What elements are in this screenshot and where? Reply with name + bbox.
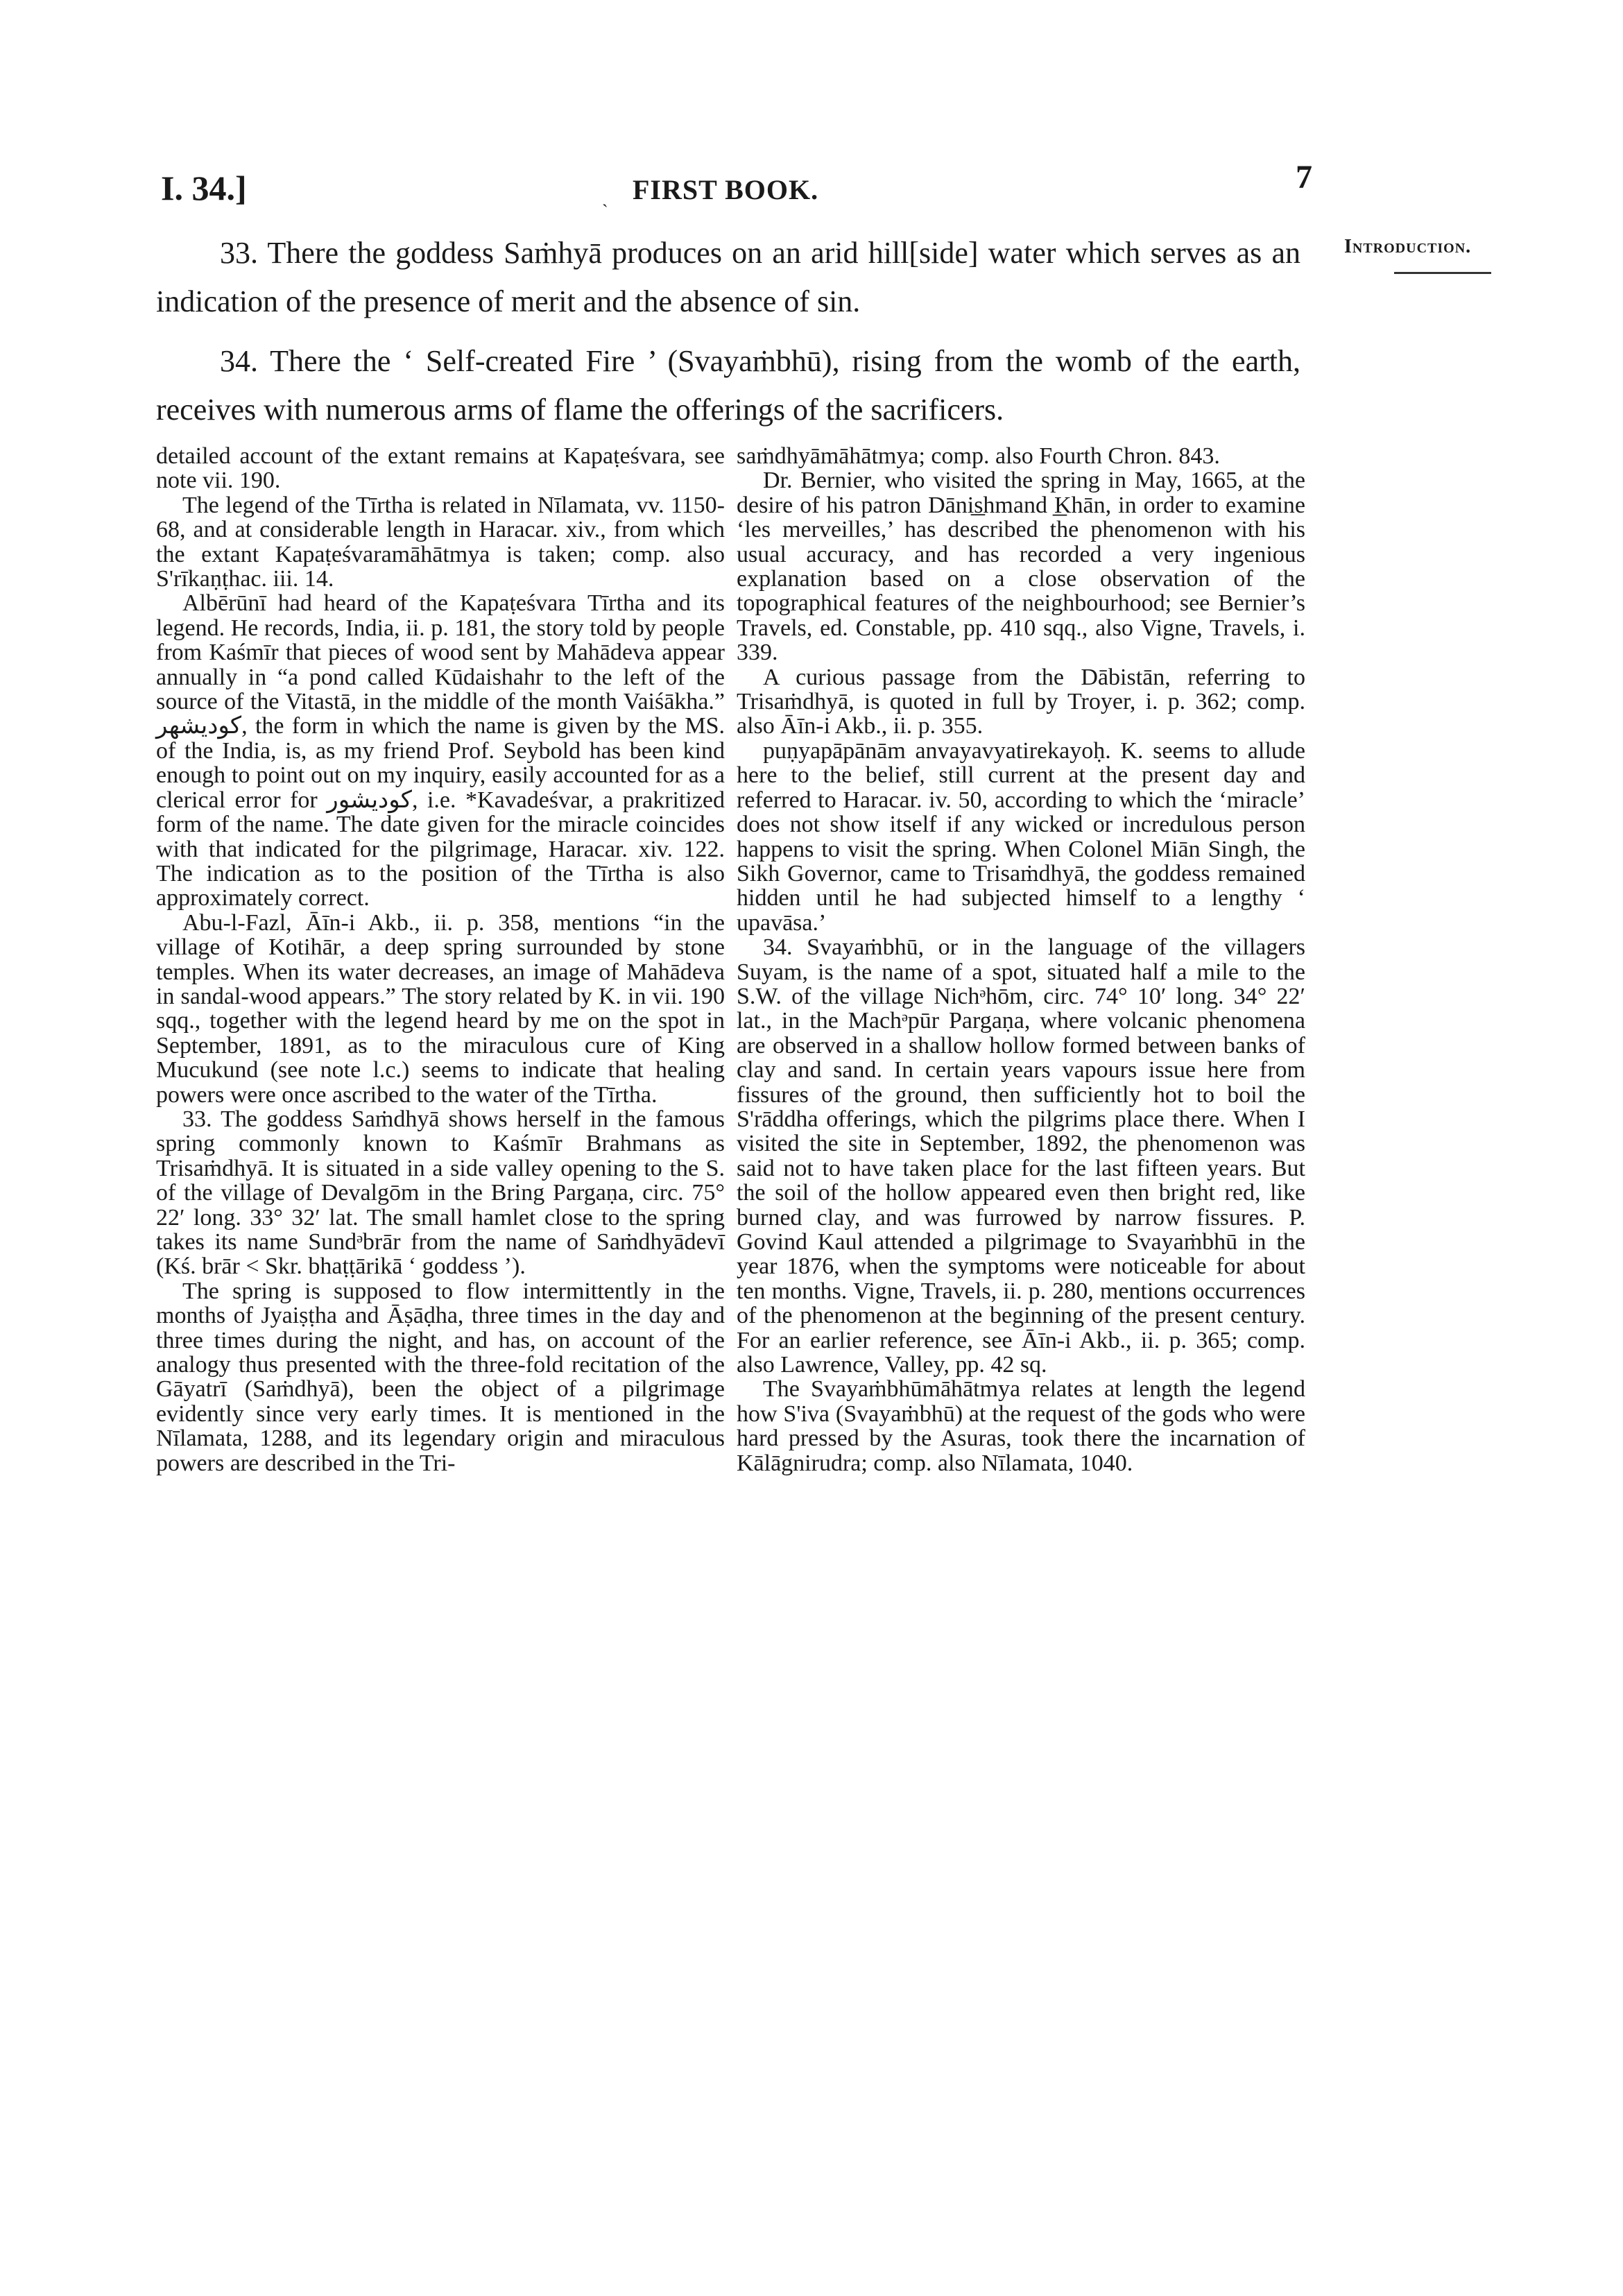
verse-text: There the ‘ Self-created Fire ’ (Svayaṁbhū), rising from the womb of the earth, receives with numerous arms of flame the offerings of the sacrificers. bbox=[156, 344, 1300, 427]
notes-column-right bbox=[737, 444, 1305, 1475]
side-note-rule bbox=[1394, 272, 1491, 274]
running-title: FIRST BOOK. bbox=[633, 174, 819, 205]
note-paragraph: A curious passage from the Dābistān, referring to Trisaṁdhyā, is quoted in full by Troyer, i. p. 362; comp. also Āīn-i Akb., ii. p. 355. bbox=[737, 664, 1305, 739]
verse-text: There the goddess Saṁhyā produces on an arid hill[side] water which serves as an indication of the presence of merit and the absence of sin. bbox=[156, 236, 1300, 318]
verse-34 bbox=[156, 337, 1300, 434]
note-paragraph: The Svayaṁbhūmāhātmya relates at length the legend how S'iva (Svayaṁbhū) at the request of the gods who were hard pressed by the Asuras, took there the incarnation of Kālāgnirudra; comp. also Nīlamata, 1040. bbox=[737, 1376, 1305, 1476]
page-number: 7 bbox=[1296, 159, 1312, 196]
note-paragraph: Albērūnī had heard of the Kapaṭeśvara Tīrtha and its legend. He records, India, ii. p. 181, the story told by people from Kaśmīr that pieces of wood sent by Mahādeva appear annually in “a pond called Kūdaishahr to the left of the source of the Vitastā, in the middle of the month Vaiśākha.” كوديشهر, the form in which the name is given by the MS. of the India, is, as my friend Prof. Seybold has been kind enough to point out on my inquiry, easily accounted for as a clerical error for كوديشور, i.e. *Kavadeśvar, a prakritized form of the name. The date given for the miracle coincides with that indicated for the pilgrimage, Haracar. xiv. 122. The indication as to the position of the Tīrtha is also approximately correct. bbox=[156, 590, 725, 911]
note-paragraph: detailed account of the extant remains at Kapaṭeśvara, see note vii. 190. bbox=[156, 443, 725, 494]
verse-number: 34. bbox=[220, 344, 258, 378]
note-paragraph: 34. Svayaṁbhū, or in the language of the villagers Suyam, is the name of a spot, situated half a mile to the S.W. of the village Nichᵊhōm, circ. 74° 10′ long. 34° 22′ lat., in the Machᵊpūr Pargaṇa, where volcanic phenomena are observed in a shallow hollow formed between banks of clay and sand. In certain years vapours issue here from fissures of the ground, then sufficiently hot to boil the S'rāddha offerings, which the pilgrims place there. When I visited the site in September, 1892, the phenomenon was said not to have taken place for the last fifteen years. But the soil of the hollow appeared even then bright red, like burned clay, and was furrowed by narrow fissures. P. Govind Kaul attended a pilgrimage to Svayaṁbhū in the year 1876, when the symptoms were noticeable for about ten months. Vigne, Travels, ii. p. 280, mentions occurrences of the phenomenon at the beginning of the present century. For an earlier reference, see Āīn-i Akb., ii. p. 365; comp. also Lawrence, Valley, pp. 42 sq. bbox=[737, 934, 1305, 1378]
note-paragraph: Dr. Bernier, who visited the spring in May, 1665, at the desire of his patron Dāni͟shmand ͟Khān, in order to examine ‘les merveilles,’ has described the phenomenon with his usual accuracy, and has recorded a very ingenious explanation based on a close observation of the topographical features of the neighbourhood; see Bernier’s Travels, ed. Constable, pp. 410 sqq., also Vigne, Travels, i. 339. bbox=[737, 468, 1305, 666]
note-paragraph: Abu-l-Fazl, Āīn-i Akb., ii. p. 358, mentions “in the village of Kotihār, a deep spring surrounded by stone temples. When its water decreases, an image of Mahādeva in sandal-wood appears.” The story related by K. in vii. 190 sqq., together with the legend heard by me on the spot in September, 1891, as to the miraculous cure of King Mucukund (see note l.c.) seems to indicate that healing powers were once ascribed to the water of the Tīrtha. bbox=[156, 909, 725, 1108]
verse-translation bbox=[156, 229, 1300, 445]
side-note-introduction: Introduction. bbox=[1344, 236, 1472, 257]
verse-33 bbox=[156, 229, 1300, 326]
verse-number: 33. bbox=[220, 236, 258, 270]
note-paragraph: The legend of the Tīrtha is related in Nīlamata, vv. 1150-68, and at considerable length in Haracar. xiv., from which the extant Kapaṭeśvaramāhātmya is taken; comp. also S'rīkaṇṭhac. iii. 14. bbox=[156, 492, 725, 592]
page-header bbox=[161, 158, 1312, 214]
stray-mark: ` bbox=[602, 201, 608, 221]
note-paragraph: 33. The goddess Saṁdhyā shows herself in the famous spring commonly known to Kaśmīr Brahmans as Trisaṁdhyā. It is situated in a side valley opening to the S. of the village of Devalgōm in the Bring Pargaṇa, circ. 75° 22′ long. 33° 32′ lat. The small hamlet close to the spring takes its name Sundᵊbrār from the name of Saṁdhyādevī (Kś. brār < Skr. bhaṭṭārikā ‘ goddess ’). bbox=[156, 1106, 725, 1280]
note-paragraph: puṇyapāpānām anvayavyatirekayoḥ. K. seems to allude here to the belief, still current at the present day and referred to Haracar. iv. 50, according to which the ‘miracle’ does not show itself if any wicked or incredulous person happens to visit the spring. When Colonel Miān Singh, the Sikh Governor, came to Trisaṁdhyā, the goddess remained hidden until he had subjected himself to a lengthy ‘ upavāsa.’ bbox=[737, 737, 1305, 936]
section-reference: I. 34.] bbox=[161, 169, 247, 207]
notes-column-left bbox=[156, 444, 725, 1475]
note-paragraph: saṁdhyāmāhātmya; comp. also Fourth Chron. 843. bbox=[737, 443, 1220, 469]
note-paragraph: The spring is supposed to flow intermittently in the months of Jyaiṣṭha and Āṣāḍha, three times in the day and three times during the night, and has, on account of the analogy thus presented with the three-fold recitation of the Gāyatrī (Saṁdhyā), been the object of a pilgrimage evidently since very early times. It is mentioned in the Nīlamata, 1288, and its legendary origin and miraculous powers are described in the Tri- bbox=[156, 1278, 725, 1476]
